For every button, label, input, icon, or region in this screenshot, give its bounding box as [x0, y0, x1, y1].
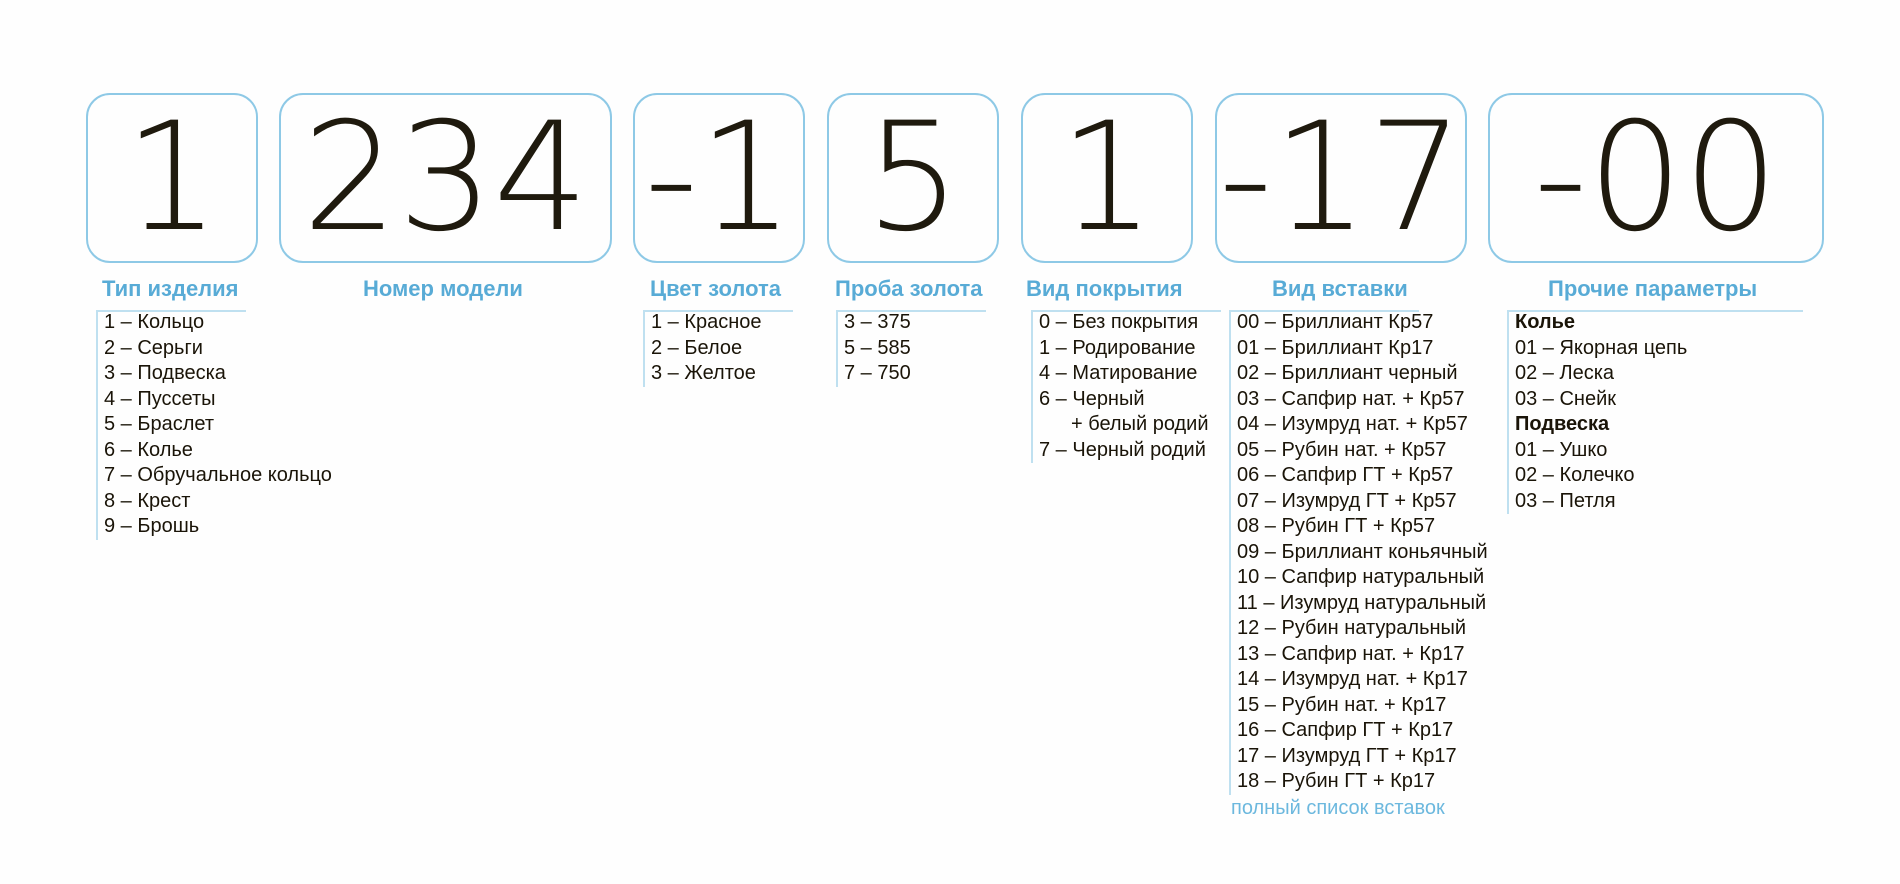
code-box-other: -00 — [1488, 93, 1824, 263]
code-box-coating: 1 — [1021, 93, 1193, 263]
list-item: 03 – Сапфир нат. + Кр57 — [1237, 387, 1465, 410]
list-item: 08 – Рубин ГТ + Кр57 — [1237, 515, 1436, 537]
list-item: 7 – Черный родий — [1039, 438, 1206, 461]
caption-insert: Вид вставки — [1272, 276, 1408, 301]
full-insert-list-link[interactable]: полный список вставок — [1231, 797, 1445, 819]
list-item: + белый родий — [1071, 413, 1209, 435]
list-item: 17 – Изумруд ГТ + Кр17 — [1237, 744, 1457, 767]
caption-coating: Вид покрытия — [1026, 276, 1183, 301]
list-item: 15 – Рубин нат. + Кр17 — [1237, 693, 1447, 716]
list-item: 7 – 750 — [844, 362, 911, 384]
code-box-color: -1 — [633, 93, 805, 263]
list-item: 3 – Желтое — [651, 362, 756, 384]
list-item: 03 – Снейк — [1515, 387, 1617, 410]
list-item: 06 – Сапфир ГТ + Кр57 — [1237, 464, 1454, 486]
list-item: 5 – 585 — [844, 336, 911, 359]
code-box-probe: 5 — [827, 93, 999, 263]
list-item: 02 – Бриллиант черный — [1237, 362, 1458, 384]
list-item: 10 – Сапфир натуральный — [1237, 566, 1485, 588]
code-box-insert: -17 — [1215, 93, 1467, 263]
list-item: 01 – Якорная цепь — [1515, 336, 1688, 359]
list-coating — [1031, 310, 1209, 463]
list-item: 5 – Браслет — [104, 413, 215, 435]
list-item: 13 – Сапфир нат. + Кр17 — [1237, 642, 1465, 665]
list-item: 14 – Изумруд нат. + Кр17 — [1237, 668, 1468, 690]
list-item: 3 – 375 — [844, 311, 911, 333]
list-item: 03 – Петля — [1515, 489, 1616, 512]
code-box-model: 234 — [279, 93, 612, 263]
list-item: 02 – Леска — [1515, 362, 1615, 384]
list-item: 1 – Красное — [651, 311, 762, 333]
list-item: 6 – Черный — [1039, 387, 1145, 410]
list-item: 12 – Рубин натуральный — [1237, 617, 1467, 639]
list-item: 7 – Обручальное кольцо — [104, 464, 332, 486]
list-item: 4 – Матирование — [1039, 362, 1198, 384]
list-item: 16 – Сапфир ГТ + Кр17 — [1237, 719, 1454, 741]
list-item: 18 – Рубин ГТ + Кр17 — [1237, 770, 1436, 792]
list-item: 11 – Изумруд натуральный — [1237, 591, 1487, 614]
caption-color: Цвет золота — [650, 276, 782, 301]
list-item: 05 – Рубин нат. + Кр57 — [1237, 438, 1447, 461]
list-item: 6 – Колье — [104, 438, 193, 461]
caption-other: Прочие параметры — [1548, 276, 1758, 301]
list-heading-necklace: Колье — [1515, 311, 1576, 333]
list-item: 04 – Изумруд нат. + Кр57 — [1237, 413, 1468, 435]
list-item: 1 – Кольцо — [104, 311, 205, 333]
caption-type: Тип изделия — [102, 276, 239, 301]
caption-model: Номер модели — [363, 276, 523, 301]
list-other — [1507, 310, 1687, 514]
list-item: 8 – Крест — [104, 489, 191, 512]
list-item: 3 – Подвеска — [104, 362, 226, 384]
list-probe — [836, 310, 911, 387]
code-box-type: 1 — [86, 93, 258, 263]
list-item: 07 – Изумруд ГТ + Кр57 — [1237, 489, 1457, 512]
list-item: 00 – Бриллиант Кр57 — [1237, 311, 1434, 333]
list-item: 01 – Бриллиант Кр17 — [1237, 336, 1434, 359]
list-item: 02 – Колечко — [1515, 464, 1635, 486]
list-type — [96, 310, 332, 540]
list-item: 4 – Пуссеты — [104, 387, 216, 410]
list-item: 01 – Ушко — [1515, 438, 1608, 461]
caption-probe: Проба золота — [835, 276, 983, 301]
list-color — [643, 310, 762, 387]
list-item: 2 – Серьги — [104, 336, 203, 359]
list-item: 1 – Родирование — [1039, 336, 1196, 359]
list-item: 09 – Бриллиант коньячный — [1237, 540, 1488, 563]
list-insert — [1229, 310, 1488, 795]
list-heading-pendant: Подвеска — [1515, 413, 1610, 435]
list-item: 9 – Брошь — [104, 515, 200, 537]
list-item: 0 – Без покрытия — [1039, 311, 1199, 333]
list-item: 2 – Белое — [651, 336, 743, 359]
